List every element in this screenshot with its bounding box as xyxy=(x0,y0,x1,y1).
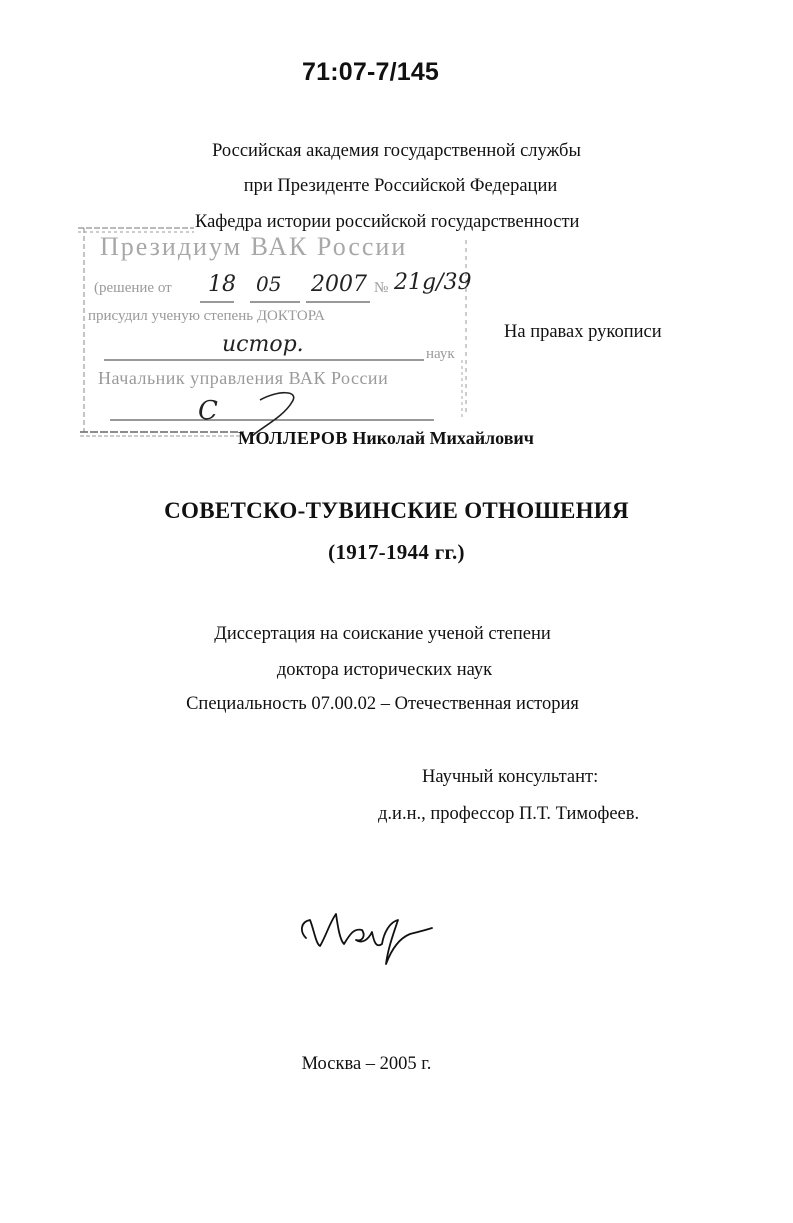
stamp-number: 21g/39 xyxy=(394,270,472,295)
institution-line-2: при Президенте Российской Федерации xyxy=(243,176,558,196)
dissertation-years: (1917-1944 гг.) xyxy=(328,540,465,564)
consultant-name: д.и.н., профессор П.Т. Тимофеев. xyxy=(378,804,640,824)
stamp-line-4-suffix: наук xyxy=(426,346,455,362)
stamp-line-2-prefix: (решение от xyxy=(94,280,172,296)
author-name xyxy=(238,428,534,449)
author-last-name: МОЛЛЕРОВ xyxy=(238,428,348,448)
stamp-year: 2007 xyxy=(311,272,367,297)
stamp-signature-mark xyxy=(74,220,474,438)
institution-line-1: Российская академия государственной службы xyxy=(212,141,581,161)
degree-line-2: доктора исторических наук xyxy=(276,660,493,680)
stamp-line-5: Начальник управления ВАК России xyxy=(98,368,389,388)
department-name: Кафедра истории российской государственности xyxy=(195,212,580,232)
vak-stamp xyxy=(74,220,474,438)
author-first-patronymic: Николай Михайлович xyxy=(352,428,534,448)
stamp-month: 05 xyxy=(256,272,282,296)
stamp-initials: С xyxy=(198,396,218,426)
author-signature xyxy=(296,892,436,982)
stamp-day: 18 xyxy=(208,272,236,297)
specialty: Специальность 07.00.02 – Отечественная история xyxy=(186,694,579,714)
degree-line-1: Диссертация на соискание ученой степени xyxy=(214,624,551,644)
stamp-number-label: № xyxy=(374,280,389,296)
stamp-line-1: Президиум ВАК России xyxy=(100,232,408,261)
stamp-line-3: присудил ученую степень ДОКТОРА xyxy=(88,308,325,324)
stamp-field: истор. xyxy=(222,332,304,357)
city-year: Москва – 2005 г. xyxy=(301,1054,432,1074)
dissertation-title: СОВЕТСКО-ТУВИНСКИЕ ОТНОШЕНИЯ xyxy=(164,498,629,523)
manuscript-rights: На правах рукописи xyxy=(504,322,662,342)
consultant-label: Научный консультант: xyxy=(422,767,599,787)
archive-code: 71:07-7/145 xyxy=(302,58,440,86)
